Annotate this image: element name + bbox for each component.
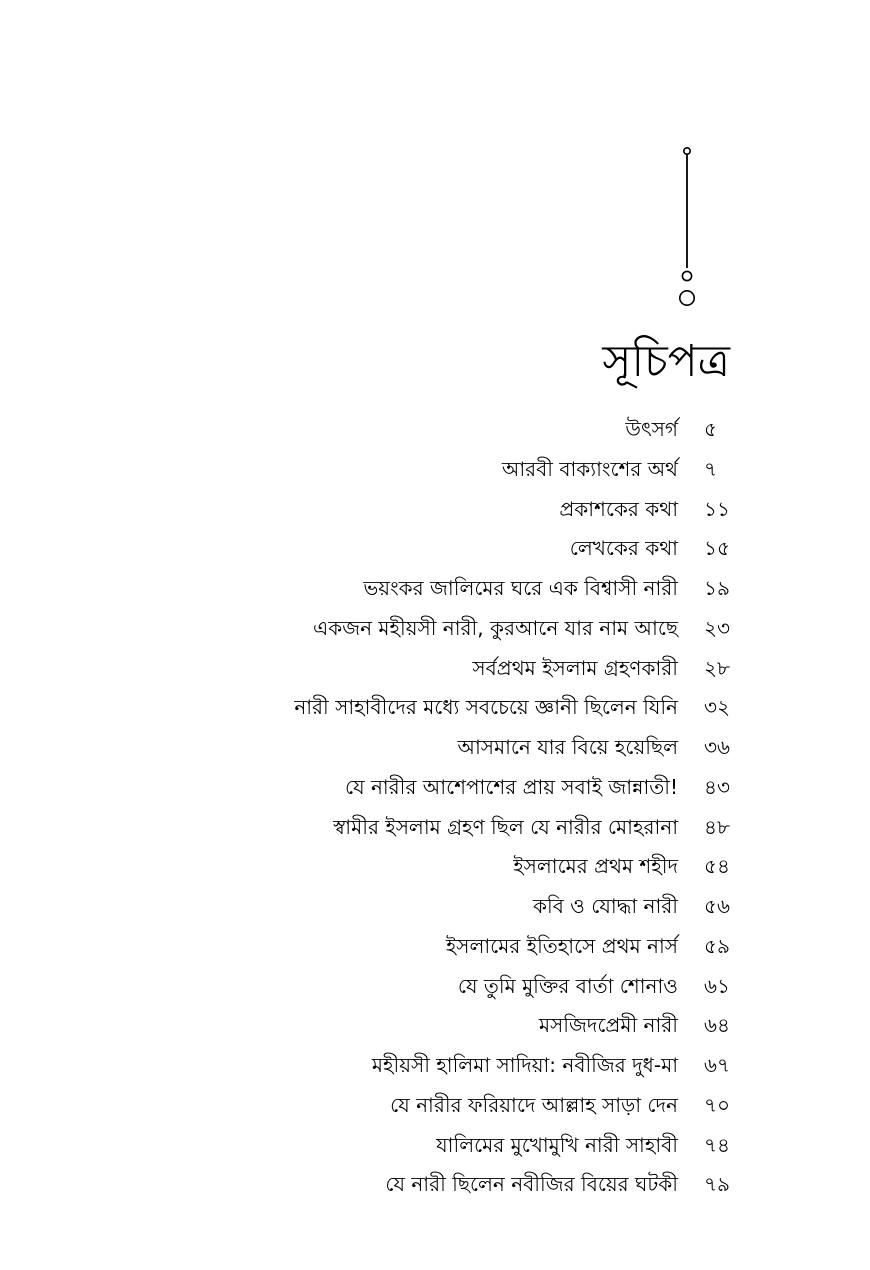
toc-entry[interactable] bbox=[0, 967, 870, 1007]
toc-entry[interactable] bbox=[0, 450, 870, 490]
toc-entry-title: মসজিদপ্রেমী নারী bbox=[538, 1013, 678, 1038]
toc-entry-page: ২৩ bbox=[704, 615, 731, 640]
toc-entry-page: ৭০ bbox=[704, 1092, 731, 1117]
toc-entry[interactable] bbox=[0, 847, 870, 887]
toc-entry-title: যে তুমি মুক্তির বার্তা শোনাও bbox=[457, 973, 678, 998]
toc-entry[interactable] bbox=[0, 808, 870, 848]
toc-entry[interactable] bbox=[0, 1086, 870, 1126]
toc-entry[interactable] bbox=[0, 1165, 870, 1205]
toc-entry-page: ৫৬ bbox=[704, 894, 730, 918]
toc-entry[interactable] bbox=[0, 728, 870, 768]
toc-entry[interactable] bbox=[0, 768, 870, 808]
toc-entry-page: ৫ bbox=[704, 417, 717, 441]
toc-entry-title: মহীয়সী হালিমা সাদিয়া: নবীজির দুধ-মা bbox=[371, 1053, 678, 1077]
toc-entry[interactable] bbox=[0, 569, 870, 609]
toc-entry-title: নারী সাহাবীদের মধ্যে সবচেয়ে জ্ঞানী ছিলেন যিনি bbox=[294, 695, 678, 720]
toc-entry-title: সর্বপ্রথম ইসলাম গ্রহণকারী bbox=[472, 655, 678, 680]
toc-entry[interactable] bbox=[0, 688, 870, 728]
toc-entry-title: যে নারীর আশেপাশের প্রায় সবাই জান্নাতী! bbox=[344, 774, 678, 799]
toc-entry-title: আসমানে যার বিয়ে হয়েছিল bbox=[457, 735, 678, 759]
toc-entry-title: যে নারী ছিলেন নবীজির বিয়ের ঘটকী bbox=[385, 1172, 678, 1197]
toc-entry-title: স্বামীর ইসলাম গ্রহণ ছিল যে নারীর মোহরানা bbox=[333, 814, 678, 839]
toc-entry[interactable] bbox=[0, 927, 870, 967]
toc-entry-title: একজন মহীয়সী নারী, কুরআনে যার নাম আছে bbox=[313, 615, 678, 640]
toc-entry-title: ভয়ংকর জালিমের ঘরে এক বিশ্বাসী নারী bbox=[363, 576, 678, 600]
toc-entry[interactable] bbox=[0, 1006, 870, 1046]
toc-entry-page: ৩২ bbox=[704, 695, 731, 720]
toc-entry-page: ২৮ bbox=[704, 655, 730, 680]
toc-entry-title: কবি ও যোদ্ধা নারী bbox=[532, 894, 678, 918]
toc-entry-title: প্রকাশকের কথা bbox=[559, 496, 678, 521]
toc-entry[interactable] bbox=[0, 609, 870, 649]
toc-entry-page: ১১ bbox=[704, 496, 730, 521]
toc-entry-page: ৪৩ bbox=[704, 774, 730, 799]
toc-entry-page: ৬১ bbox=[704, 973, 730, 998]
toc-entry-page: ৪৮ bbox=[704, 814, 730, 839]
toc-entry-title: উৎসর্গ bbox=[625, 417, 678, 441]
divider-ornament-icon bbox=[670, 140, 704, 315]
toc-entry-page: ১৫ bbox=[704, 536, 730, 561]
toc-entry-page: ১৯ bbox=[704, 576, 730, 600]
toc-entry-page: ৭৪ bbox=[704, 1132, 730, 1157]
toc-entry[interactable] bbox=[0, 1126, 870, 1166]
toc-entry[interactable] bbox=[0, 1046, 870, 1086]
toc-entry-title: যালিমের মুখোমুখি নারী সাহাবী bbox=[436, 1132, 678, 1157]
toc-entry-page: ৬৪ bbox=[704, 1013, 730, 1038]
toc-entry[interactable] bbox=[0, 529, 870, 569]
toc-entry-page: ৭ bbox=[704, 456, 718, 481]
toc-entry[interactable] bbox=[0, 410, 870, 450]
page-title: সূচিপত্র bbox=[602, 336, 730, 387]
table-of-contents bbox=[0, 410, 870, 1205]
toc-entry[interactable] bbox=[0, 649, 870, 689]
toc-entry-page: ৭৯ bbox=[704, 1172, 730, 1197]
toc-entry-title: ইসলামের প্রথম শহীদ bbox=[513, 854, 678, 879]
toc-entry[interactable] bbox=[0, 490, 870, 530]
toc-entry-page: ৬৭ bbox=[704, 1053, 731, 1077]
toc-entry-title: লেখকের কথা bbox=[569, 536, 678, 561]
toc-entry[interactable] bbox=[0, 887, 870, 927]
toc-entry-page: ৩৬ bbox=[704, 735, 731, 759]
toc-entry-page: ৫৪ bbox=[704, 854, 730, 879]
toc-entry-title: ইসলামের ইতিহাসে প্রথম নার্স bbox=[445, 933, 678, 958]
toc-entry-title: যে নারীর ফরিয়াদে আল্লাহ সাড়া দেন bbox=[390, 1092, 678, 1117]
toc-entry-page: ৫৯ bbox=[704, 933, 730, 958]
toc-entry-title: আরবী বাক্যাংশের অর্থ bbox=[501, 456, 678, 481]
